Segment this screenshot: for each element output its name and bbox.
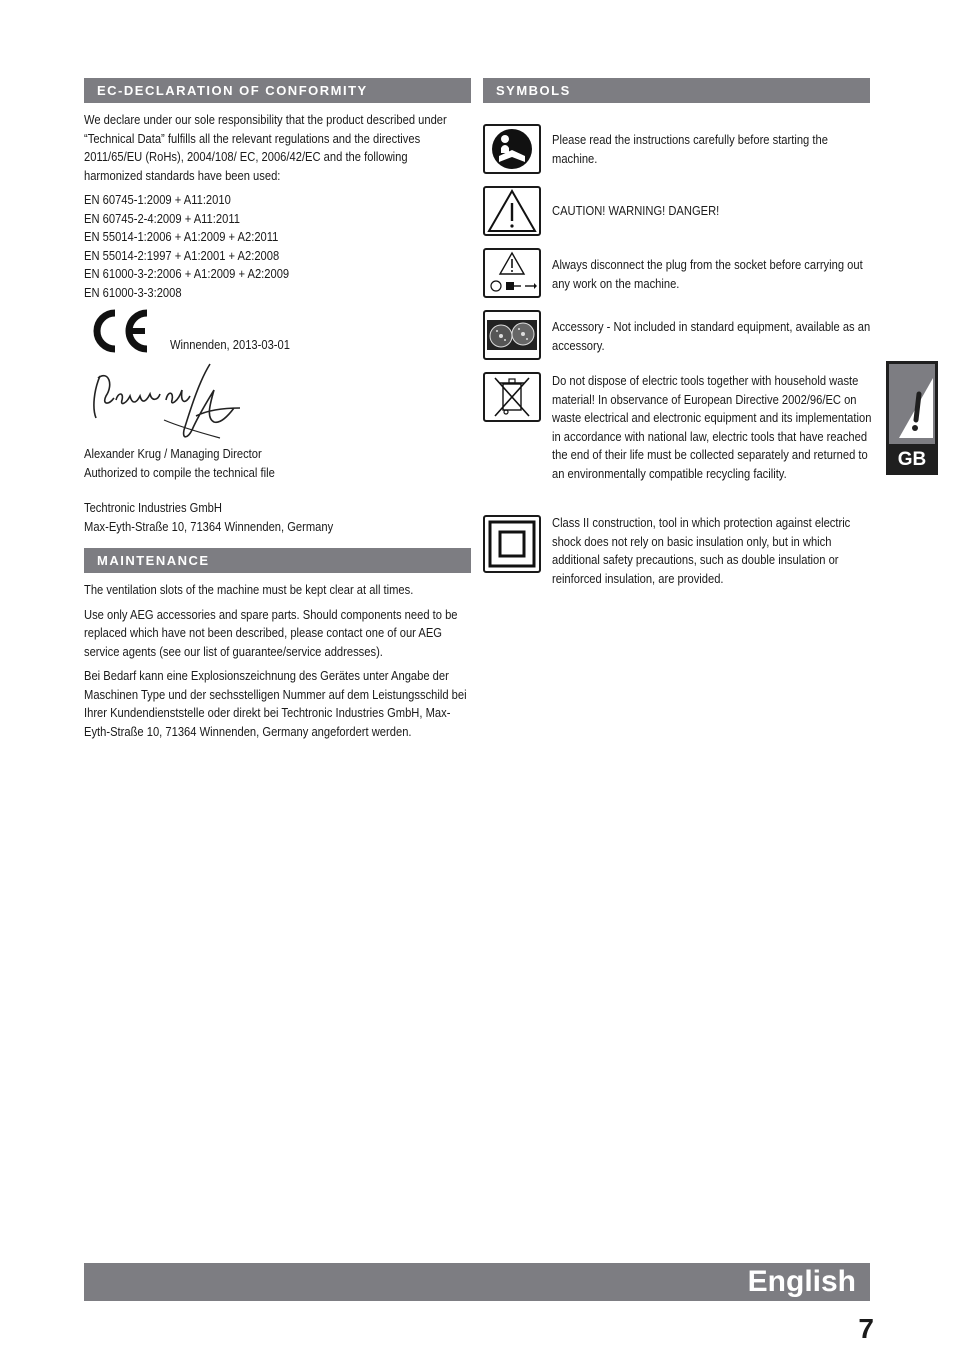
ce-mark-icon [88,308,152,354]
footer-language: English [747,1265,856,1298]
standard-item: EN 60745-1:2009 + A11:2010 [84,192,231,207]
maintenance-paragraph: The ventilation slots of the machine must be kept clear at all times. [84,582,414,597]
maintenance-body [84,581,470,747]
page-number: 7 [858,1313,874,1344]
symbols-heading: SYMBOLS [483,78,870,103]
signature-image [88,360,248,444]
maintenance-heading: MAINTENANCE [84,548,471,573]
class-ii-icon [483,515,541,573]
symbol-text-class-ii: Class II construction, tool in which protection against electric shock does not rely on basic insulation only, but in which additional safety precautions, such as double insulation or reinforced insulation, are provided. [552,515,851,586]
standard-item: EN 61000-3-3:2008 [84,284,182,300]
company-name: Techtronic Industries GmbH [84,500,222,515]
ec-declaration-intro: We declare under our sole responsibility that the product described under “Technical Data” fulfills all the relevant regulations and the directives 2011/65/EU (RoHs), 2004/108/ EC, 2006/42/EC and the following harmonized standards have been used: [84,112,447,183]
maintenance-paragraph: Use only AEG accessories and spare parts. Should components need to be replaced which have not been described, please contact one of our AEG service agents (see our list of guarantee/service addresses). [84,606,458,659]
company-block [84,499,464,536]
symbol-text-accessory: Accessory - Not included in standard equipment, available as an accessory. [552,319,871,353]
accessory-discs-icon [483,310,541,360]
symbol-text-disposal: Do not dispose of electric tools together with household waste material! In observance of European Directive 2002/96/EC on waste electrical and electronic equipment and its implementation in accordance with national law, electric tools that have reached the end of their life must be collected separately and returned to an environmentally compatible recycling facility. [552,373,872,481]
signatory-name: Alexander Krug / Managing Director [84,446,262,461]
standard-item: EN 55014-2:1997 + A1:2001 + A2:2008 [84,247,280,263]
place-date: Winnenden, 2013-03-01 [170,337,290,352]
ec-declaration-heading: EC-DECLARATION OF CONFORMITY [84,78,471,103]
disconnect-plug-icon [483,248,541,298]
company-address: Max-Eyth-Straße 10, 71364 Winnenden, Germany [84,518,334,534]
signatory-block [84,445,464,482]
footer-bar [84,1263,870,1301]
maintenance-paragraph: Bei Bedarf kann eine Explosionszeichnung des Gerätes unter Angabe der Maschinen Type und der sechsstelligen Nummer auf dem Leistungsschild bei Ihrer Kundendienststelle oder direkt bei Techtronic Industries GmbH, Max-Eyth-Straße 10, 71364 Winnenden, Germany angefordert werden. [84,668,467,739]
symbol-text-read-manual: Please read the instructions carefully before starting the machine. [552,132,828,166]
standards-list [84,191,464,302]
ec-declaration-body [84,111,464,302]
read-manual-icon [483,124,541,174]
authorized-note: Authorized to compile the technical file [84,464,275,480]
standard-item: EN 60745-2-4:2009 + A11:2011 [84,210,240,226]
crossed-bin-icon [483,372,541,422]
standard-item: EN 55014-1:2006 + A1:2009 + A2:2011 [84,229,279,244]
symbol-text-disconnect: Always disconnect the plug from the socket before carrying out any work on the machine. [552,257,863,291]
symbol-text-warning: CAUTION! WARNING! DANGER! [552,203,720,218]
language-side-tab [886,361,938,475]
language-code: GB [897,449,927,470]
exclamation-icon [889,364,935,444]
standard-item: EN 61000-3-2:2006 + A1:2009 + A2:2009 [84,266,290,281]
warning-triangle-icon [483,186,541,236]
